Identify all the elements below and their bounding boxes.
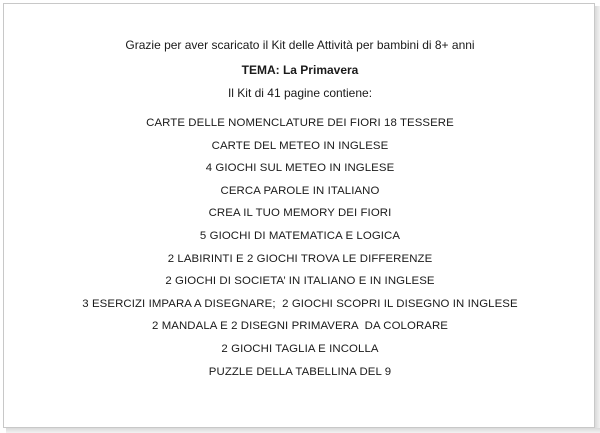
list-item: 2 GIOCHI DI SOCIETA’ IN ITALIANO E IN INGLESE <box>165 275 435 288</box>
list-item: CREA IL TUO MEMORY DEI FIORI <box>208 207 392 220</box>
list-item: 2 LABIRINTI E 2 GIOCHI TROVA LE DIFFERENZE <box>167 252 433 265</box>
list-item: CARTE DEL METEO IN INGLESE <box>211 139 389 152</box>
kit-contents-intro: Il Kit di 41 pagine contiene: <box>227 86 373 100</box>
list-item: CERCA PAROLE IN ITALIANO <box>220 184 380 197</box>
theme-title: TEMA: La Primavera <box>241 63 359 77</box>
list-item: 2 MANDALA E 2 DISEGNI PRIMAVERA DA COLORARE <box>152 320 448 333</box>
thanks-text: Grazie per aver scaricato il Kit delle Attività per bambini di 8+ anni <box>125 38 475 52</box>
list-item: 5 GIOCHI DI MATEMATICA E LOGICA <box>199 229 401 242</box>
list-item: 2 GIOCHI TAGLIA E INCOLLA <box>221 342 379 355</box>
kit-contents-list <box>0 116 600 387</box>
list-item: 4 GIOCHI SUL METEO IN INGLESE <box>205 162 395 175</box>
page-shadow-bottom <box>6 428 600 433</box>
list-item: CARTE DELLE NOMENCLATURE DEI FIORI 18 TESSERE <box>146 117 454 129</box>
list-item: PUZZLE DELLA TABELLINA DEL 9 <box>208 365 392 378</box>
list-item: 3 ESERCIZI IMPARA A DISEGNARE; 2 GIOCHI SCOPRI IL DISEGNO IN INGLESE <box>82 297 518 310</box>
